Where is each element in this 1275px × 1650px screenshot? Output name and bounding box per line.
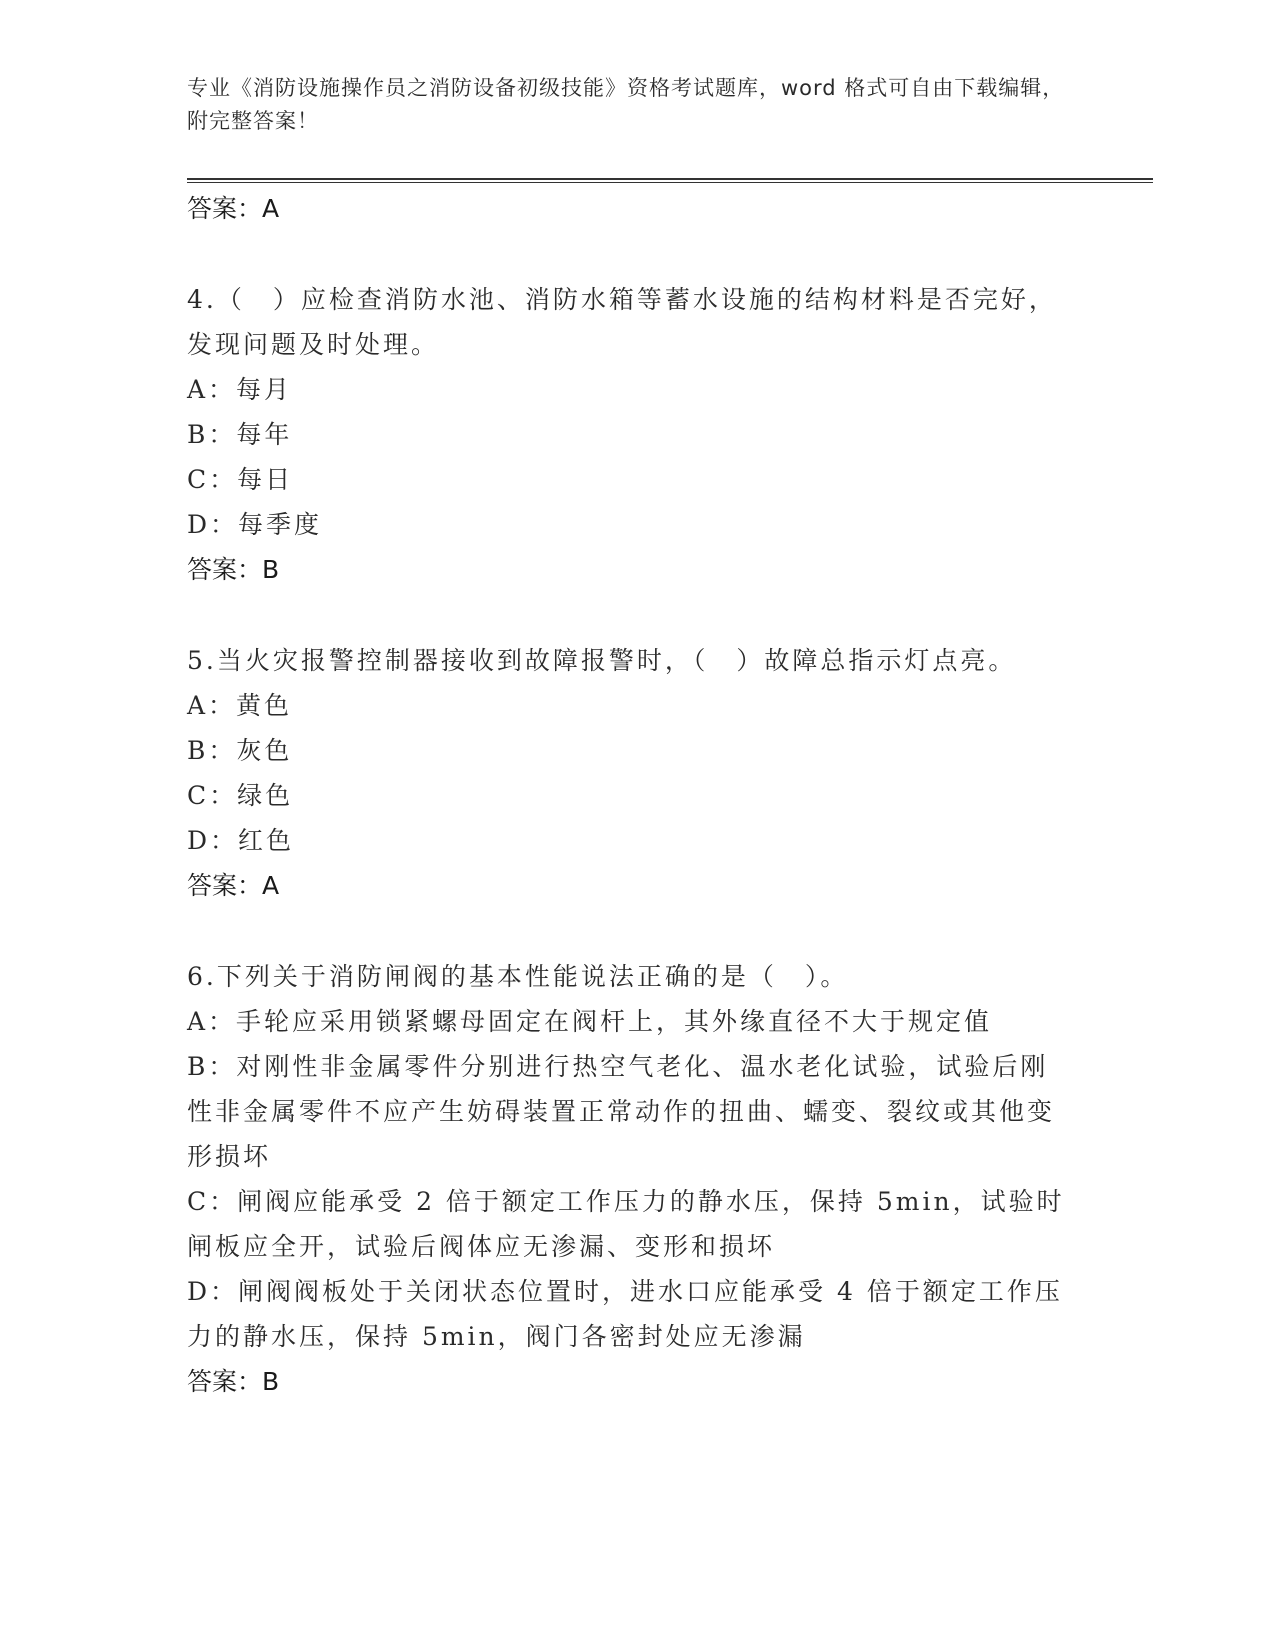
header-divider: [187, 178, 1153, 180]
option-a: A：每月: [187, 375, 293, 404]
option-b: B：对刚性非金属零件分别进行热空气老化、温水老化试验，试验后刚性非金属零件不应产生妨碍装置正常动作的扭曲、蠕变、裂纹或其他变形损坏: [187, 1052, 1056, 1171]
document-header: 专业《消防设施操作员之消防设备初级技能》资格考试题库，word 格式可自由下载编辑，附完整答案！: [187, 76, 1065, 133]
question-5: [187, 638, 1067, 908]
question-text: 4.（ ）应检查消防水池、消防水箱等蓄水设施的结构材料是否完好，发现问题及时处理。: [187, 285, 1057, 359]
answer-line: 答案：B: [187, 555, 280, 584]
option-a: A：黄色: [187, 691, 293, 720]
question-list: [187, 186, 1067, 1404]
answer-line: 答案：A: [187, 194, 280, 223]
answer-line: 答案：B: [187, 1367, 280, 1396]
option-c: C：绿色: [187, 781, 294, 810]
option-d: D：闸阀阀板处于关闭状态位置时，进水口应能承受 4 倍于额定工作压力的静水压，保持 5min，阀门各密封处应无渗漏: [187, 1277, 1063, 1351]
question-text: 5.当火灾报警控制器接收到故障报警时，（ ）故障总指示灯点亮。: [187, 646, 1017, 675]
option-c: C：每日: [187, 465, 294, 494]
option-c: C：闸阀应能承受 2 倍于额定工作压力的静水压，保持 5min，试验时闸板应全开，试验后阀体应无渗漏、变形和损坏: [187, 1187, 1065, 1261]
option-d: D：红色: [187, 826, 295, 855]
option-b: B：每年: [187, 420, 293, 449]
question-6: [187, 954, 1067, 1404]
question-text: 6.下列关于消防闸阀的基本性能说法正确的是（ ）。: [187, 962, 849, 991]
option-b: B：灰色: [187, 736, 293, 765]
option-a: A：手轮应采用锁紧螺母固定在阀杆上，其外缘直径不大于规定值: [187, 1007, 993, 1036]
question-4: [187, 277, 1067, 592]
header-divider-thin: [187, 182, 1153, 183]
answer-line: 答案：A: [187, 871, 280, 900]
option-d: D：每季度: [187, 510, 323, 539]
